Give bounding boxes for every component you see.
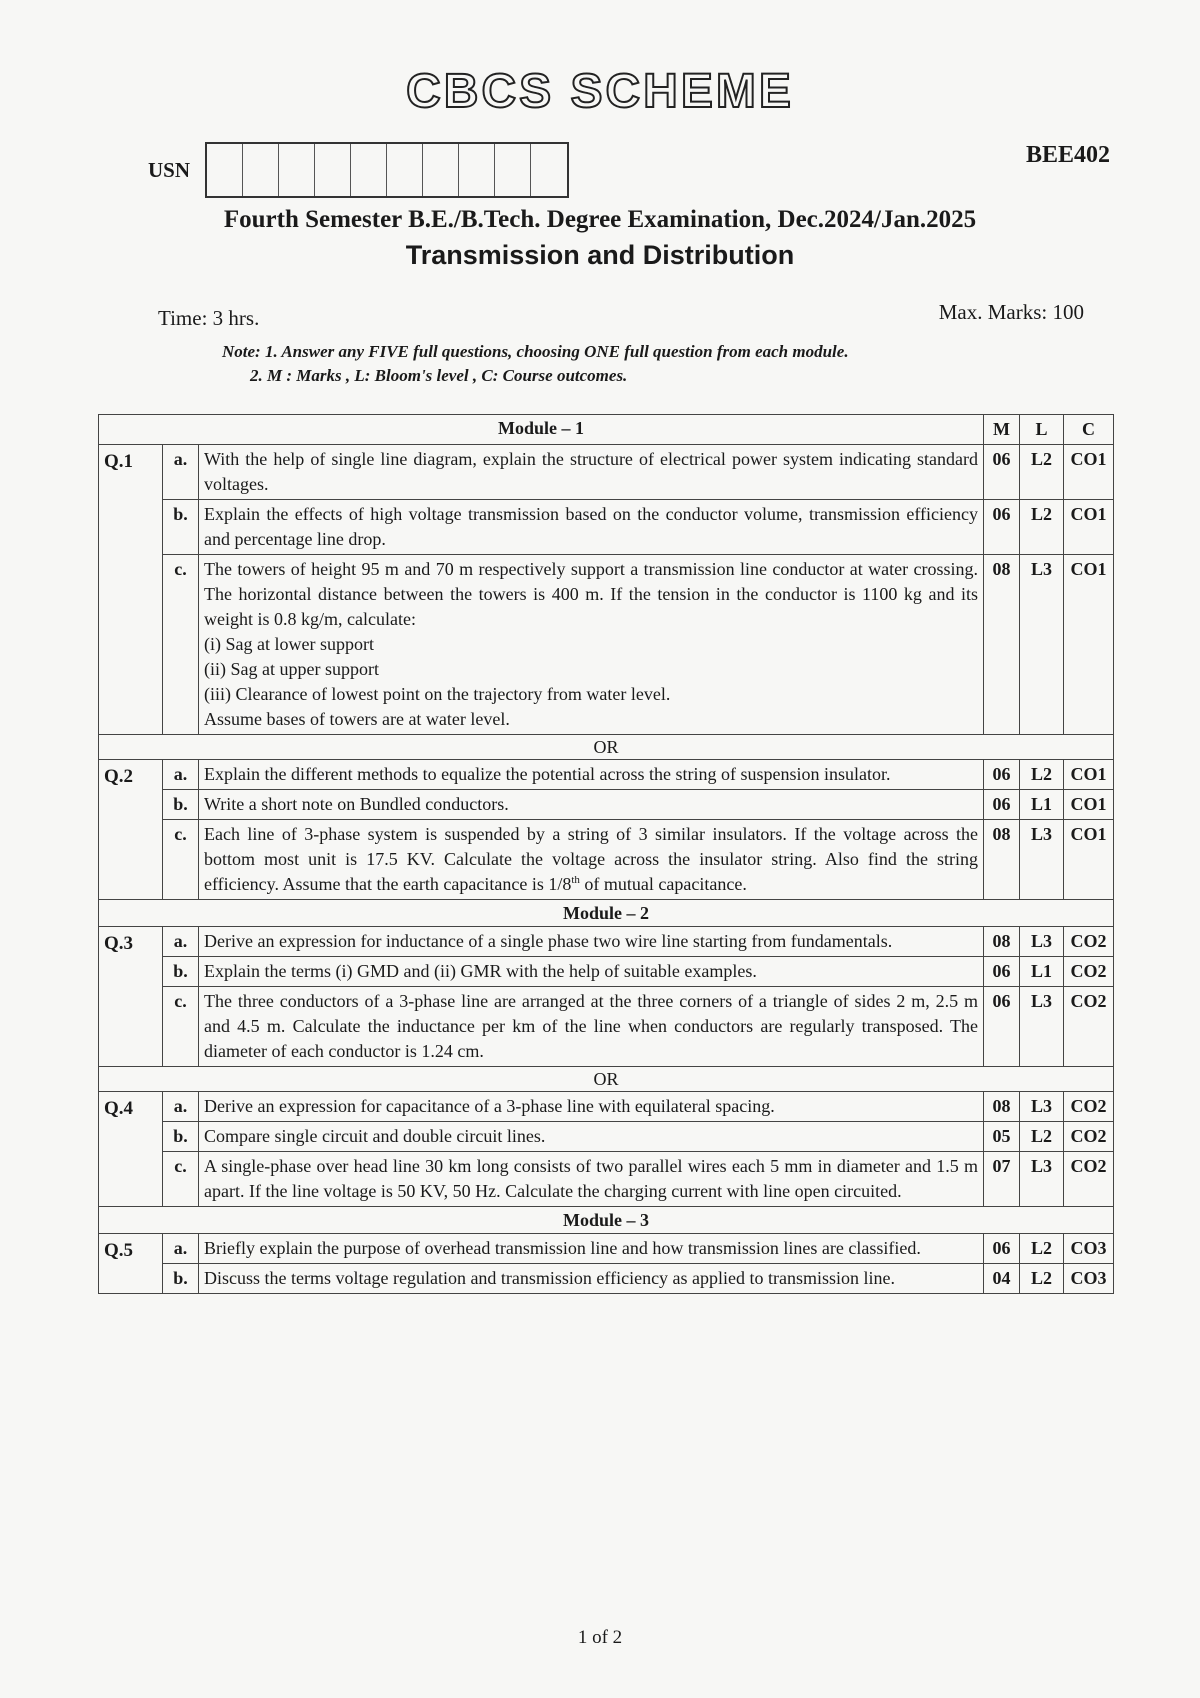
outcome-cell: CO1 — [1064, 790, 1114, 820]
usn-box — [387, 144, 423, 196]
question-row — [99, 957, 1114, 987]
page-number: 1 of 2 — [577, 1627, 623, 1648]
outcome-cell: CO2 — [1064, 1122, 1114, 1152]
level-cell: L2 — [1020, 500, 1064, 555]
level-cell: L2 — [1020, 1122, 1064, 1152]
level-cell: L3 — [1020, 1152, 1064, 1207]
question-text-block — [199, 820, 984, 900]
sub-question: (ii) Sag at upper support — [204, 659, 379, 679]
usn-box — [459, 144, 495, 196]
marks-cell: 06 — [984, 790, 1020, 820]
marks-cell: 06 — [984, 1234, 1020, 1264]
outcome-cell: CO2 — [1064, 1152, 1114, 1207]
module-header-row — [99, 900, 1114, 927]
max-marks: Max. Marks: 100 — [938, 300, 1084, 324]
note-line-1: Note: 1. Answer any FIVE full questions, choosing ONE full question from each module. — [222, 342, 849, 361]
question-table — [98, 414, 1114, 1294]
marks-cell: 08 — [984, 1092, 1020, 1122]
module-header-row — [99, 415, 1114, 445]
marks-cell: 06 — [984, 445, 1020, 500]
level-cell: L3 — [1020, 820, 1064, 900]
usn-box — [531, 144, 567, 196]
outcome-cell: CO3 — [1064, 1234, 1114, 1264]
question-text: Compare single circuit and double circuit lines. — [199, 1122, 984, 1152]
sub-question: (iii) Clearance of lowest point on the trajectory from water level. — [204, 684, 671, 704]
part-label: c. — [163, 987, 199, 1067]
superscript: th — [571, 874, 580, 886]
level-cell: L3 — [1020, 555, 1064, 735]
or-separator-row — [99, 735, 1114, 760]
usn-box — [315, 144, 351, 196]
level-cell: L3 — [1020, 927, 1064, 957]
question-text: Discuss the terms voltage regulation and transmission efficiency as applied to transmission line. — [199, 1264, 984, 1294]
outcome-cell: CO2 — [1064, 957, 1114, 987]
part-label: c. — [163, 1152, 199, 1207]
marks-cell: 07 — [984, 1152, 1020, 1207]
marks-cell: 08 — [984, 820, 1020, 900]
subject-title: Transmission and Distribution — [405, 240, 795, 270]
marks-cell: 08 — [984, 555, 1020, 735]
question-text: Derive an expression for capacitance of a 3-phase line with equilateral spacing. — [199, 1092, 984, 1122]
module-heading: Module – 3 — [99, 1207, 1114, 1234]
or-label: OR — [99, 735, 1114, 760]
level-cell: L2 — [1020, 1264, 1064, 1294]
part-label: b. — [163, 790, 199, 820]
usn-box — [351, 144, 387, 196]
column-header-marks: M — [984, 415, 1020, 445]
question-row — [99, 555, 1114, 735]
question-row — [99, 760, 1114, 790]
marks-cell: 06 — [984, 987, 1020, 1067]
question-row — [99, 1234, 1114, 1264]
question-text: A single-phase over head line 30 km long consists of two parallel wires each 5 mm in diameter and 1.5 m apart. If the line voltage is 50 KV, 50 Hz. Calculate the charging current with line open circuited. — [199, 1152, 984, 1207]
question-text: With the help of single line diagram, explain the structure of electrical power system indicating standard voltages. — [199, 445, 984, 500]
usn-box — [243, 144, 279, 196]
question-row — [99, 445, 1114, 500]
marks-cell: 06 — [984, 760, 1020, 790]
part-label: a. — [163, 927, 199, 957]
question-row — [99, 1264, 1114, 1294]
question-row — [99, 820, 1114, 900]
question-text: Each line of 3-phase system is suspended by a string of 3 similar insulators. If the voltage across the bottom most unit is 17.5 KV. Calculate the voltage across the insulator string. Also find the string efficiency. Assume that the earth capacitance is 1/8 — [204, 824, 978, 894]
marks-cell: 08 — [984, 927, 1020, 957]
assumption-note: Assume bases of towers are at water level. — [204, 709, 510, 729]
usn-box — [207, 144, 243, 196]
outcome-cell: CO1 — [1064, 760, 1114, 790]
module-heading: Module – 2 — [99, 900, 1114, 927]
part-label: b. — [163, 1264, 199, 1294]
usn-entry-boxes — [205, 142, 569, 198]
level-cell: L1 — [1020, 957, 1064, 987]
question-text: Briefly explain the purpose of overhead transmission line and how transmission lines are classified. — [199, 1234, 984, 1264]
instructions-note — [222, 340, 849, 388]
question-number: Q.2 — [99, 760, 163, 900]
question-text: Explain the effects of high voltage transmission based on the conductor volume, transmission efficiency and percentage line drop. — [199, 500, 984, 555]
part-label: b. — [163, 1122, 199, 1152]
outcome-cell: CO2 — [1064, 927, 1114, 957]
outcome-cell: CO2 — [1064, 1092, 1114, 1122]
outcome-cell: CO1 — [1064, 500, 1114, 555]
question-row — [99, 927, 1114, 957]
level-cell: L2 — [1020, 445, 1064, 500]
outcome-cell: CO1 — [1064, 445, 1114, 500]
question-number: Q.1 — [99, 445, 163, 735]
question-text: Derive an expression for inductance of a single phase two wire line starting from fundamentals. — [199, 927, 984, 957]
marks-cell: 05 — [984, 1122, 1020, 1152]
usn-box — [495, 144, 531, 196]
question-row — [99, 1152, 1114, 1207]
question-text: Write a short note on Bundled conductors. — [199, 790, 984, 820]
question-text: Explain the terms (i) GMD and (ii) GMR with the help of suitable examples. — [199, 957, 984, 987]
part-label: a. — [163, 760, 199, 790]
note-line-2: 2. M : Marks , L: Bloom's level , C: Course outcomes. — [250, 366, 628, 385]
part-label: c. — [163, 820, 199, 900]
usn-label: USN — [148, 158, 191, 182]
sub-question: (i) Sag at lower support — [204, 634, 374, 654]
level-cell: L1 — [1020, 790, 1064, 820]
exam-time: Time: 3 hrs. — [158, 306, 260, 330]
outcome-cell: CO1 — [1064, 555, 1114, 735]
scheme-banner: CBCS SCHEME — [406, 65, 794, 118]
marks-cell: 06 — [984, 500, 1020, 555]
question-text: The three conductors of a 3-phase line are arranged at the three corners of a triangle of sides 2 m, 2.5 m and 4.5 m. Calculate the inductance per km of the line when conductors are regularly transposed. The diameter of each conductor is 1.24 cm. — [199, 987, 984, 1067]
question-row — [99, 1092, 1114, 1122]
outcome-cell: CO2 — [1064, 987, 1114, 1067]
level-cell: L2 — [1020, 1234, 1064, 1264]
question-number: Q.4 — [99, 1092, 163, 1207]
course-code: BEE402 — [1025, 142, 1110, 168]
question-number: Q.5 — [99, 1234, 163, 1294]
module-header-row — [99, 1207, 1114, 1234]
question-text: The towers of height 95 m and 70 m respectively support a transmission line conductor at water crossing. The horizontal distance between the towers is 400 m. If the tension in the conductor is 1100 kg and its weight is 0.8 kg/m, calculate: — [204, 559, 978, 629]
usn-box — [423, 144, 459, 196]
level-cell: L2 — [1020, 760, 1064, 790]
outcome-cell: CO3 — [1064, 1264, 1114, 1294]
marks-cell: 04 — [984, 1264, 1020, 1294]
marks-cell: 06 — [984, 957, 1020, 987]
usn-box — [279, 144, 315, 196]
part-label: b. — [163, 957, 199, 987]
column-header-level: L — [1020, 415, 1064, 445]
question-text: Explain the different methods to equalize the potential across the string of suspension insulator. — [199, 760, 984, 790]
exam-title: Fourth Semester B.E./B.Tech. Degree Examination, Dec.2024/Jan.2025 — [223, 206, 977, 233]
part-label: a. — [163, 1234, 199, 1264]
part-label: a. — [163, 445, 199, 500]
column-header-outcome: C — [1064, 415, 1114, 445]
outcome-cell: CO1 — [1064, 820, 1114, 900]
question-text-block — [199, 555, 984, 735]
part-label: a. — [163, 1092, 199, 1122]
question-row — [99, 790, 1114, 820]
question-row — [99, 500, 1114, 555]
part-label: b. — [163, 500, 199, 555]
or-separator-row — [99, 1067, 1114, 1092]
question-text-tail: of mutual capacitance. — [579, 874, 747, 894]
question-number: Q.3 — [99, 927, 163, 1067]
question-row — [99, 1122, 1114, 1152]
module-heading: Module – 1 — [99, 415, 984, 445]
or-label: OR — [99, 1067, 1114, 1092]
level-cell: L3 — [1020, 1092, 1064, 1122]
question-row — [99, 987, 1114, 1067]
level-cell: L3 — [1020, 987, 1064, 1067]
part-label: c. — [163, 555, 199, 735]
